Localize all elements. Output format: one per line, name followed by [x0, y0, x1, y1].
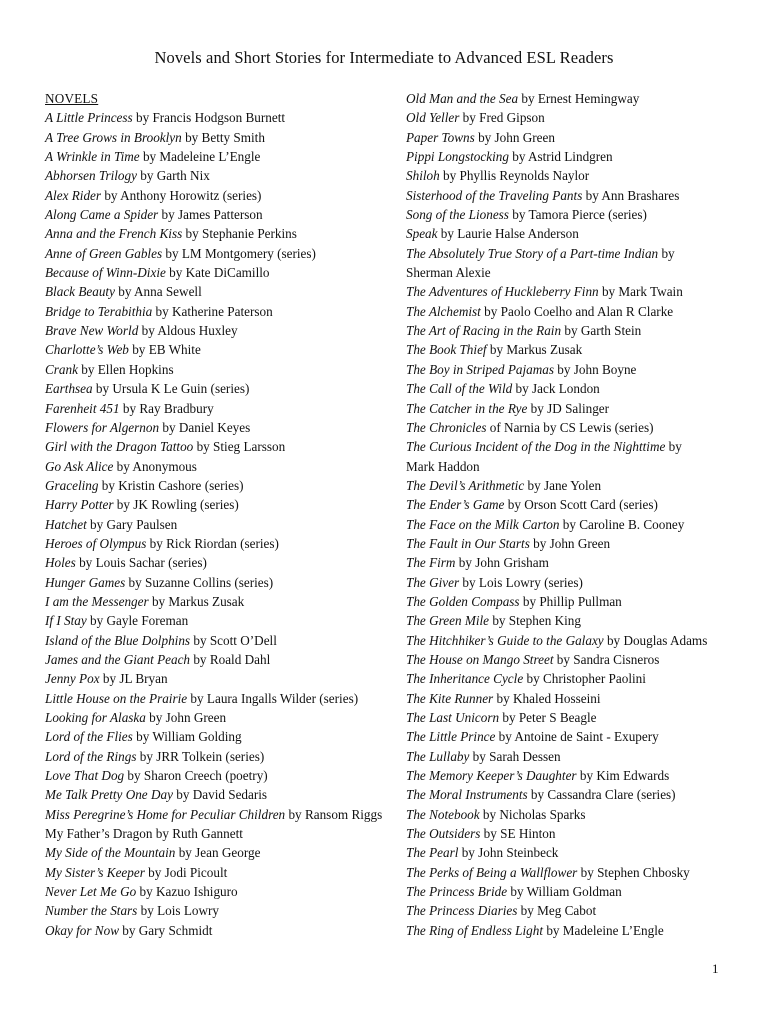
book-title: Earthsea	[45, 381, 93, 397]
book-author: Sherman Alexie	[406, 265, 491, 281]
book-author: by Anonymous	[113, 458, 197, 474]
book-author: by Laurie Halse Anderson	[437, 226, 579, 242]
book-author: by Kim Edwards	[576, 768, 670, 784]
book-list-item	[45, 263, 397, 282]
book-title: The Catcher in the Rye	[406, 400, 528, 416]
book-title: Go Ask Alice	[45, 458, 114, 474]
book-title: Me Talk Pretty One Day	[45, 787, 173, 803]
book-author: by Kazuo Ishiguro	[136, 884, 238, 900]
book-title: The Pearl	[406, 845, 459, 861]
book-author: by Douglas Adams	[603, 632, 708, 648]
book-author: by Stephen Chbosky	[577, 864, 690, 880]
book-title: Okay for Now	[45, 922, 119, 938]
book-list-item	[406, 843, 762, 862]
book-author: by Phyllis Reynolds Naylor	[439, 168, 590, 184]
book-list-item	[406, 89, 762, 108]
book-title: Alex Rider	[45, 187, 102, 203]
book-list-item	[406, 805, 762, 824]
book-list-item	[45, 282, 397, 301]
book-author: by Astrid Lindgren	[508, 149, 613, 165]
book-author: by Cassandra Clare (series)	[527, 787, 676, 803]
book-list-item	[406, 785, 762, 804]
book-list-item	[45, 766, 397, 785]
book-author: by Katherine Paterson	[152, 303, 273, 319]
book-list-item	[45, 573, 397, 592]
book-list-item	[406, 399, 762, 418]
book-list-item	[45, 108, 397, 127]
book-title: Song of the Lioness	[406, 207, 509, 223]
book-title: The Chronicles	[406, 419, 487, 435]
book-list-item	[406, 592, 762, 611]
book-title: Paper Towns	[406, 129, 475, 145]
book-title: Old Man and the Sea	[406, 91, 519, 106]
book-author: by John Green	[145, 710, 227, 725]
book-author: of Narnia by CS Lewis (series)	[486, 419, 654, 435]
book-title: The Inheritance Cycle	[406, 671, 524, 687]
book-title: Brave New World	[45, 323, 139, 339]
book-author: by Khaled Hosseini	[493, 690, 601, 706]
book-author: by Madeleine L’Engle	[543, 922, 664, 938]
book-author: by John Green	[529, 535, 611, 551]
book-list-item	[406, 882, 762, 901]
book-author: by Suzanne Collins (series)	[125, 574, 274, 590]
book-list-item	[45, 727, 397, 746]
book-list-item	[406, 418, 762, 437]
book-list-item	[45, 843, 397, 862]
book-author: by JRR Tolkein (series)	[136, 748, 265, 764]
book-author: by Gary Schmidt	[119, 922, 213, 938]
book-author: by EB White	[128, 342, 201, 358]
book-title: Lord of the Rings	[45, 748, 137, 764]
book-author: by Antoine de Saint - Exupery	[495, 729, 659, 745]
book-list-item	[45, 166, 397, 185]
book-title: The Curious Incident of the Dog in the Nighttime	[406, 439, 666, 455]
book-title: Farenheit 451	[45, 400, 120, 416]
book-title: A Tree Grows in Brooklyn	[45, 129, 182, 145]
book-title: Charlotte’s Web	[45, 342, 129, 358]
book-author: by JK Rowling (series)	[113, 497, 239, 513]
book-title: Girl with the Dragon Tattoo	[45, 439, 194, 455]
book-author: by Mark Twain	[598, 284, 683, 300]
book-list-item	[45, 437, 397, 456]
book-title: Old Yeller	[406, 110, 460, 126]
book-author: by Jack London	[512, 381, 600, 397]
book-list-item	[406, 360, 762, 379]
book-title: The Princess Bride	[406, 884, 508, 900]
book-title: Graceling	[45, 477, 99, 493]
book-author: by Ann Brashares	[582, 187, 680, 203]
book-title: Speak	[406, 226, 438, 242]
book-list-item	[45, 476, 397, 495]
book-list-item	[406, 863, 762, 882]
book-title: I am the Messenger	[45, 593, 149, 609]
book-list-item	[45, 205, 397, 224]
book-title: The Lullaby	[406, 748, 470, 764]
book-title: The Notebook	[406, 806, 480, 822]
section-heading-novels: NOVELS	[45, 91, 99, 106]
book-title: Jenny Pox	[45, 671, 100, 687]
page-number: 1	[712, 961, 719, 976]
book-title: The Alchemist	[406, 303, 481, 319]
book-author: by Betty Smith	[181, 129, 265, 145]
book-list-item	[45, 901, 397, 920]
book-title: My Sister’s Keeper	[45, 864, 145, 880]
book-list-item	[45, 224, 397, 243]
book-author: by JL Bryan	[99, 671, 168, 687]
book-list-item	[406, 515, 762, 534]
book-author: by	[658, 245, 675, 261]
book-author: by SE Hinton	[480, 826, 556, 842]
book-list-item	[406, 282, 762, 301]
book-author: by Stephen King	[489, 613, 581, 629]
book-title: The Princess Diaries	[406, 903, 518, 919]
book-title: The Art of Racing in the Rain	[406, 323, 562, 339]
book-list-item	[406, 708, 762, 727]
book-title: Crank	[45, 361, 78, 377]
book-list-item	[406, 205, 762, 224]
book-author: Mark Haddon	[406, 458, 480, 474]
book-author: by Lois Lowry	[137, 903, 219, 919]
book-title: Shiloh	[406, 168, 440, 184]
book-author: by JD Salinger	[527, 400, 610, 416]
book-title: Bridge to Terabithia	[45, 303, 153, 319]
book-list-item	[406, 147, 762, 166]
book-list-item	[45, 785, 397, 804]
book-title: The Fault in Our Starts	[406, 535, 530, 551]
book-author: by Laura Ingalls Wilder (series)	[187, 690, 359, 706]
book-list-item	[406, 766, 762, 785]
book-author: by Ernest Hemingway	[518, 91, 640, 106]
book-author: by Markus Zusak	[486, 342, 583, 358]
book-list-item	[45, 650, 397, 669]
book-author: by Christopher Paolini	[523, 671, 646, 687]
book-title: Black Beauty	[45, 284, 115, 300]
book-title: Lord of the Flies	[45, 729, 133, 745]
book-list-item	[45, 921, 397, 940]
book-title: My Father’s Dragon	[45, 826, 153, 842]
book-author: by Orson Scott Card (series)	[504, 497, 658, 513]
book-list-item	[406, 379, 762, 398]
book-author: by Gary Paulsen	[86, 516, 178, 532]
book-title: Holes	[45, 555, 76, 571]
book-list-item	[406, 186, 762, 205]
book-list-item	[45, 379, 397, 398]
book-author: by Kristin Cashore (series)	[98, 477, 244, 493]
book-list-item	[406, 263, 762, 282]
book-author: by Caroline B. Cooney	[559, 516, 685, 532]
book-list-item	[406, 631, 762, 650]
book-list-item	[406, 128, 762, 147]
book-author: by Gayle Foreman	[86, 613, 189, 629]
book-title: The Firm	[406, 555, 456, 571]
book-list-item	[45, 824, 397, 843]
book-author: by John Green	[474, 129, 555, 145]
book-list-item	[406, 669, 762, 688]
book-list-item	[45, 495, 397, 514]
book-list-item	[45, 863, 397, 882]
book-title: Along Came a Spider	[45, 207, 159, 223]
book-author: by Garth Stein	[561, 323, 642, 339]
book-list-item	[406, 321, 762, 340]
book-author: by Jane Yolen	[524, 477, 602, 493]
book-author: by Madeleine L’Engle	[139, 149, 261, 165]
book-list-item	[406, 108, 762, 127]
book-list-item	[45, 457, 397, 476]
book-list-item	[45, 302, 397, 321]
book-author: by Paolo Coelho and Alan R Clarke	[480, 303, 674, 319]
book-list-item	[406, 727, 762, 746]
book-author: by Francis Hodgson Burnett	[132, 110, 286, 126]
book-list-item	[45, 128, 397, 147]
book-list-item	[45, 631, 397, 650]
book-list-item	[406, 689, 762, 708]
book-list-item	[45, 340, 397, 359]
book-list-item	[406, 457, 762, 476]
book-list-item	[406, 611, 762, 630]
book-list-item	[406, 340, 762, 359]
book-author: by Peter S Beagle	[499, 710, 597, 725]
book-title: Abhorsen Trilogy	[45, 168, 137, 184]
book-title: Island of the Blue Dolphins	[45, 632, 191, 648]
book-list-item	[406, 573, 762, 592]
book-list-item	[45, 399, 397, 418]
book-author: by John Grisham	[455, 555, 549, 571]
book-author: by Ruth Gannett	[152, 826, 243, 842]
book-list-item	[406, 921, 762, 940]
book-title: The Ring of Endless Light	[406, 922, 544, 938]
book-title: My Side of the Mountain	[45, 845, 176, 861]
book-list-item	[45, 708, 397, 727]
book-author: by Nicholas Sparks	[479, 806, 586, 822]
book-list-item	[406, 244, 762, 263]
book-title: The Call of the Wild	[406, 381, 513, 397]
book-title: The Face on the Milk Carton	[406, 516, 560, 532]
book-author: by William Golding	[132, 729, 242, 745]
book-list-item	[45, 321, 397, 340]
book-list-item	[406, 553, 762, 572]
book-list-item	[45, 669, 397, 688]
book-list-item	[406, 302, 762, 321]
book-title: The Memory Keeper’s Daughter	[406, 768, 577, 784]
book-author: by Sharon Creech (poetry)	[124, 768, 268, 784]
page-title: Novels and Short Stories for Intermediate to Advanced ESL Readers	[154, 48, 614, 67]
book-list-item	[406, 824, 762, 843]
book-title: The Kite Runner	[406, 690, 494, 706]
book-list-item	[45, 418, 397, 437]
book-author: by Aldous Huxley	[138, 323, 238, 339]
book-author: by Roald Dahl	[190, 651, 271, 667]
book-title: The Golden Compass	[406, 593, 520, 609]
book-title: Looking for Alaska	[45, 710, 146, 725]
book-title: Hunger Games	[45, 574, 126, 590]
book-author: by Markus Zusak	[148, 593, 245, 609]
book-title: Miss Peregrine’s Home for Peculiar Children	[45, 806, 286, 822]
book-title: The Last Unicorn	[406, 710, 500, 725]
book-author: by John Boyne	[553, 361, 637, 377]
book-list-item	[45, 553, 397, 572]
book-title: Never Let Me Go	[45, 884, 137, 900]
book-title: The House on Mango Street	[406, 651, 554, 667]
book-list-item	[45, 147, 397, 166]
book-title: The Outsiders	[406, 826, 481, 842]
book-author: by Daniel Keyes	[159, 419, 251, 435]
book-list-item	[406, 166, 762, 185]
book-title: Sisterhood of the Traveling Pants	[406, 187, 583, 203]
book-author: by Phillip Pullman	[519, 593, 622, 609]
book-title: The Book Thief	[406, 342, 487, 358]
book-title: Anne of Green Gables	[45, 245, 163, 261]
book-author: by Anthony Horowitz (series)	[101, 187, 262, 203]
book-author: by Stephanie Perkins	[182, 226, 297, 242]
book-title: James and the Giant Peach	[45, 651, 191, 667]
book-author: by James Patterson	[158, 207, 263, 223]
book-author: by David Sedaris	[172, 787, 268, 803]
book-author: by Kate DiCamillo	[165, 265, 270, 281]
book-title: A Wrinkle in Time	[45, 149, 140, 165]
book-list-item	[406, 224, 762, 243]
book-list-item	[406, 650, 762, 669]
book-list-item	[45, 611, 397, 630]
right-column-list	[406, 89, 762, 940]
book-list-item	[45, 592, 397, 611]
book-author: by Meg Cabot	[517, 903, 597, 919]
book-title: Hatchet	[45, 516, 87, 532]
book-list-item	[45, 534, 397, 553]
book-author: by Louis Sachar (series)	[75, 555, 207, 571]
book-title: The Devil’s Arithmetic	[406, 477, 525, 493]
book-list-item	[45, 689, 397, 708]
book-title: A Little Princess	[45, 110, 133, 126]
book-list-item	[45, 244, 397, 263]
book-list-item	[406, 476, 762, 495]
book-author: by Anna Sewell	[114, 284, 202, 300]
book-author: by Tamora Pierce (series)	[508, 207, 647, 223]
book-author: by William Goldman	[507, 884, 622, 900]
book-title: The Little Prince	[406, 729, 496, 745]
left-column-list	[45, 89, 397, 940]
book-title: The Ender’s Game	[406, 497, 505, 513]
book-author: by Scott O’Dell	[190, 632, 277, 648]
book-list-item	[45, 515, 397, 534]
book-title: Anna and the French Kiss	[45, 226, 183, 242]
book-title: If I Stay	[45, 613, 87, 629]
book-author: by Sandra Cisneros	[553, 651, 660, 667]
book-author: by Fred Gipson	[459, 110, 545, 126]
book-title: Flowers for Algernon	[45, 419, 160, 435]
book-list-item	[406, 437, 762, 456]
book-title: Harry Potter	[45, 497, 114, 513]
book-title: The Boy in Striped Pajamas	[406, 361, 554, 377]
book-list-item	[45, 882, 397, 901]
book-author: by LM Montgomery (series)	[162, 245, 316, 261]
book-author: by John Steinbeck	[458, 845, 559, 861]
book-author: by Garth Nix	[136, 168, 210, 184]
book-list-item	[406, 747, 762, 766]
book-list-item	[45, 186, 397, 205]
book-author: by Stieg Larsson	[193, 439, 286, 455]
book-title: The Absolutely True Story of a Part-time Indian	[406, 245, 659, 261]
book-title: The Adventures of Huckleberry Finn	[406, 284, 599, 300]
book-title: The Green Mile	[406, 613, 490, 629]
book-list-item	[406, 901, 762, 920]
book-list-item	[45, 747, 397, 766]
book-author: by Sarah Dessen	[469, 748, 561, 764]
book-title: The Perks of Being a Wallflower	[406, 864, 578, 880]
book-list-item	[45, 360, 397, 379]
book-title: Pippi Longstocking	[406, 149, 509, 165]
book-title: Little House on the Prairie	[45, 690, 188, 706]
book-title: Because of Winn-Dixie	[45, 265, 166, 281]
book-author: by Ray Bradbury	[119, 400, 214, 416]
book-title: The Moral Instruments	[406, 787, 528, 803]
book-list-item	[45, 805, 397, 824]
book-author: by Ursula K Le Guin (series)	[92, 381, 250, 397]
book-title: The Hitchhiker’s Guide to the Galaxy	[406, 632, 604, 648]
book-list-item	[406, 534, 762, 553]
book-author: by Ellen Hopkins	[77, 361, 174, 377]
book-title: Love That Dog	[45, 768, 125, 784]
book-author: by Lois Lowry (series)	[459, 574, 583, 590]
book-list-item	[406, 495, 762, 514]
book-author: by Ransom Riggs	[285, 806, 383, 822]
book-author: by Rick Riordan (series)	[146, 535, 279, 551]
book-author: by	[665, 439, 682, 455]
book-author: by Jodi Picoult	[144, 864, 228, 880]
book-author: by Jean George	[175, 845, 261, 861]
book-title: The Giver	[406, 574, 460, 590]
book-title: Heroes of Olympus	[45, 535, 147, 551]
book-title: Number the Stars	[45, 903, 138, 919]
